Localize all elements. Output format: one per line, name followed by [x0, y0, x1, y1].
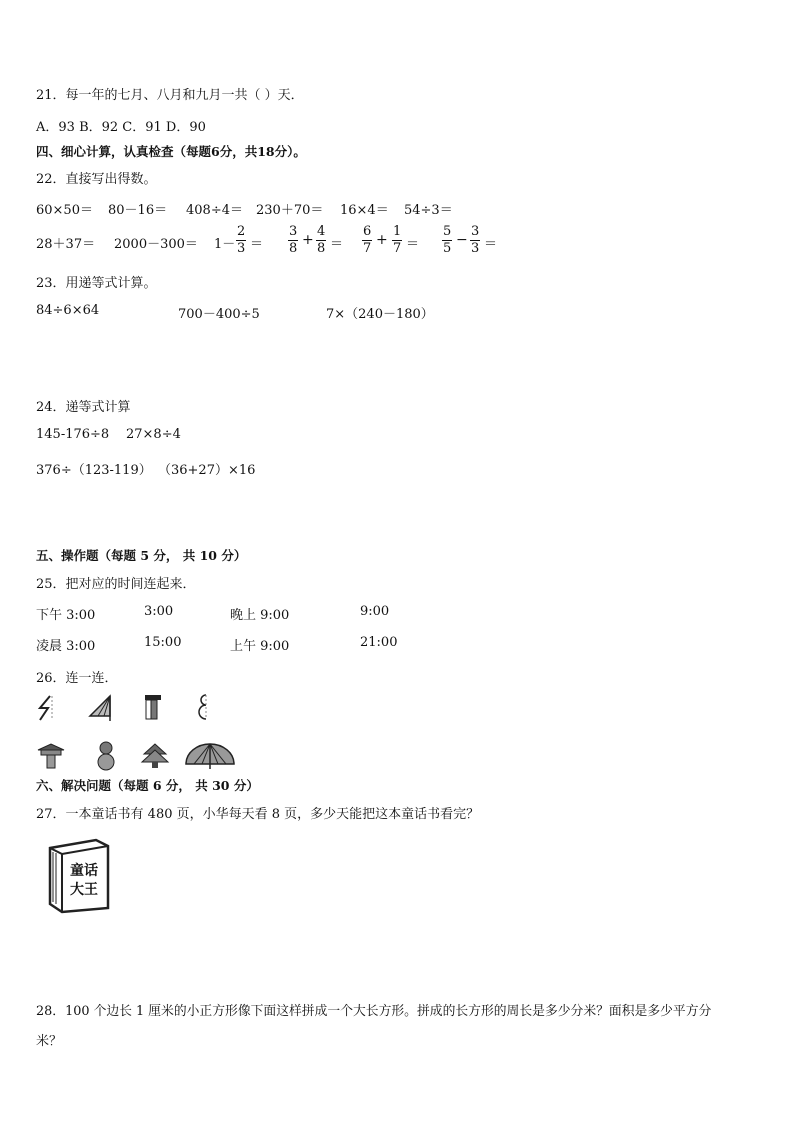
section-5-title: 五、操作题（每题 5 分， 共 10 分）	[36, 548, 247, 563]
book-cover-title	[64, 862, 104, 900]
fraction-3-3	[470, 224, 480, 257]
q25-time-early-morning-3[interactable]: 凌晨 3:00	[36, 639, 96, 654]
numerator: 1	[393, 224, 402, 239]
book-title-line2: 大王	[70, 882, 98, 898]
q26-stem: 26．连一连．	[36, 671, 118, 686]
q28-stem-line2: 米？	[36, 1034, 63, 1049]
q25-time-afternoon-3[interactable]: 下午 3:00	[36, 608, 96, 623]
q22-row1-expr5: 16×4＝	[340, 203, 389, 218]
q22-stem: 22．直接写出得数。	[36, 172, 157, 187]
christmas-tree-shape-icon[interactable]	[140, 742, 170, 770]
numerator: 5	[443, 224, 452, 239]
q22-row2-expr2: 2000－300＝	[114, 237, 198, 252]
q21-options: A．93 B．92 C．91 D．90	[36, 120, 206, 135]
fraction-5-5	[442, 224, 452, 257]
half-lightning-shape-icon[interactable]	[36, 694, 60, 722]
denominator: 3	[471, 241, 480, 256]
q23-expr3: 7×（240－180）	[326, 307, 434, 322]
q25-time-morning-9[interactable]: 上午 9:00	[230, 639, 290, 654]
q25-time-3-00[interactable]: 3:00	[144, 604, 174, 619]
q24-expr4: （36+27）×16	[158, 463, 256, 478]
q22-row1-expr1: 60×50＝	[36, 203, 93, 218]
book-title-line1: 童话	[70, 863, 98, 879]
fraction-2-3	[236, 224, 246, 257]
numerator: 4	[317, 224, 326, 239]
q22-e5-equals: ＝	[406, 237, 420, 252]
denominator: 3	[237, 241, 246, 256]
denominator: 7	[393, 241, 402, 256]
q25-time-9-00[interactable]: 9:00	[360, 604, 390, 619]
snowman-shape-icon[interactable]	[94, 740, 118, 772]
q22-row1-expr4: 230＋70＝	[256, 203, 324, 218]
section-4-title: 四、细心计算，认真检查（每题6分，共18分）。	[36, 144, 306, 159]
numerator: 3	[471, 224, 480, 239]
q25-time-15-00[interactable]: 15:00	[144, 635, 182, 650]
q23-expr2: 700－400÷5	[178, 307, 260, 322]
q24-expr1: 145-176÷8	[36, 427, 110, 442]
q24-expr3: 376÷（123-119）	[36, 463, 152, 478]
fraction-1-7	[392, 224, 402, 257]
q27-stem: 27．一本童话书有 480 页，小华每天看 8 页，多少天能把这本童话书看完？	[36, 807, 480, 822]
q22-e6-operator: −	[456, 232, 468, 248]
house-shape-icon[interactable]	[36, 742, 66, 770]
fairy-tale-book-illustration	[44, 838, 112, 914]
q22-e4-equals: ＝	[330, 237, 344, 252]
q24-stem: 24．递等式计算	[36, 400, 131, 415]
denominator: 5	[443, 241, 452, 256]
half-house-shape-icon[interactable]	[142, 692, 164, 722]
numerator: 2	[237, 224, 246, 239]
q23-expr1: 84÷6×64	[36, 303, 100, 318]
denominator: 7	[363, 241, 372, 256]
section-6-title: 六、解决问题（每题 6 分， 共 30 分）	[36, 778, 259, 793]
numerator: 6	[363, 224, 372, 239]
q23-stem: 23．用递等式计算。	[36, 276, 157, 291]
q22-e3-equals: ＝	[250, 237, 264, 252]
denominator: 8	[317, 241, 326, 256]
q22-row1-expr3: 408÷4＝	[186, 203, 243, 218]
fraction-4-8	[316, 224, 326, 257]
q22-e6-equals: ＝	[484, 237, 498, 252]
half-snowman-shape-icon[interactable]	[194, 692, 214, 722]
q22-row1-expr2: 80－16＝	[108, 203, 168, 218]
q24-expr2: 27×8÷4	[126, 427, 181, 442]
q22-e5-operator: +	[376, 232, 388, 248]
half-umbrella-shape-icon[interactable]	[86, 694, 116, 722]
q28-stem-line1: 28．100 个边长 1 厘米的小正方形像下面这样拼成一个大长方形。拼成的长方形的周长是多少分米？面积是多少平方分	[36, 1004, 712, 1019]
q25-time-21-00[interactable]: 21:00	[360, 635, 398, 650]
q22-row2-expr1: 28＋37＝	[36, 237, 96, 252]
fraction-3-8	[288, 224, 298, 257]
q22-row1-expr6: 54÷3＝	[404, 203, 453, 218]
q25-time-evening-9[interactable]: 晚上 9:00	[230, 608, 290, 623]
q25-stem: 25．把对应的时间连起来．	[36, 577, 196, 592]
q22-e3-lead: 1－	[214, 237, 236, 252]
denominator: 8	[289, 241, 298, 256]
q22-e4-operator: +	[302, 232, 314, 248]
umbrella-shape-icon[interactable]	[184, 742, 236, 770]
q21-stem: 21．每一年的七月、八月和九月一共（ ）天．	[36, 88, 304, 103]
fraction-6-7	[362, 224, 372, 257]
numerator: 3	[289, 224, 298, 239]
